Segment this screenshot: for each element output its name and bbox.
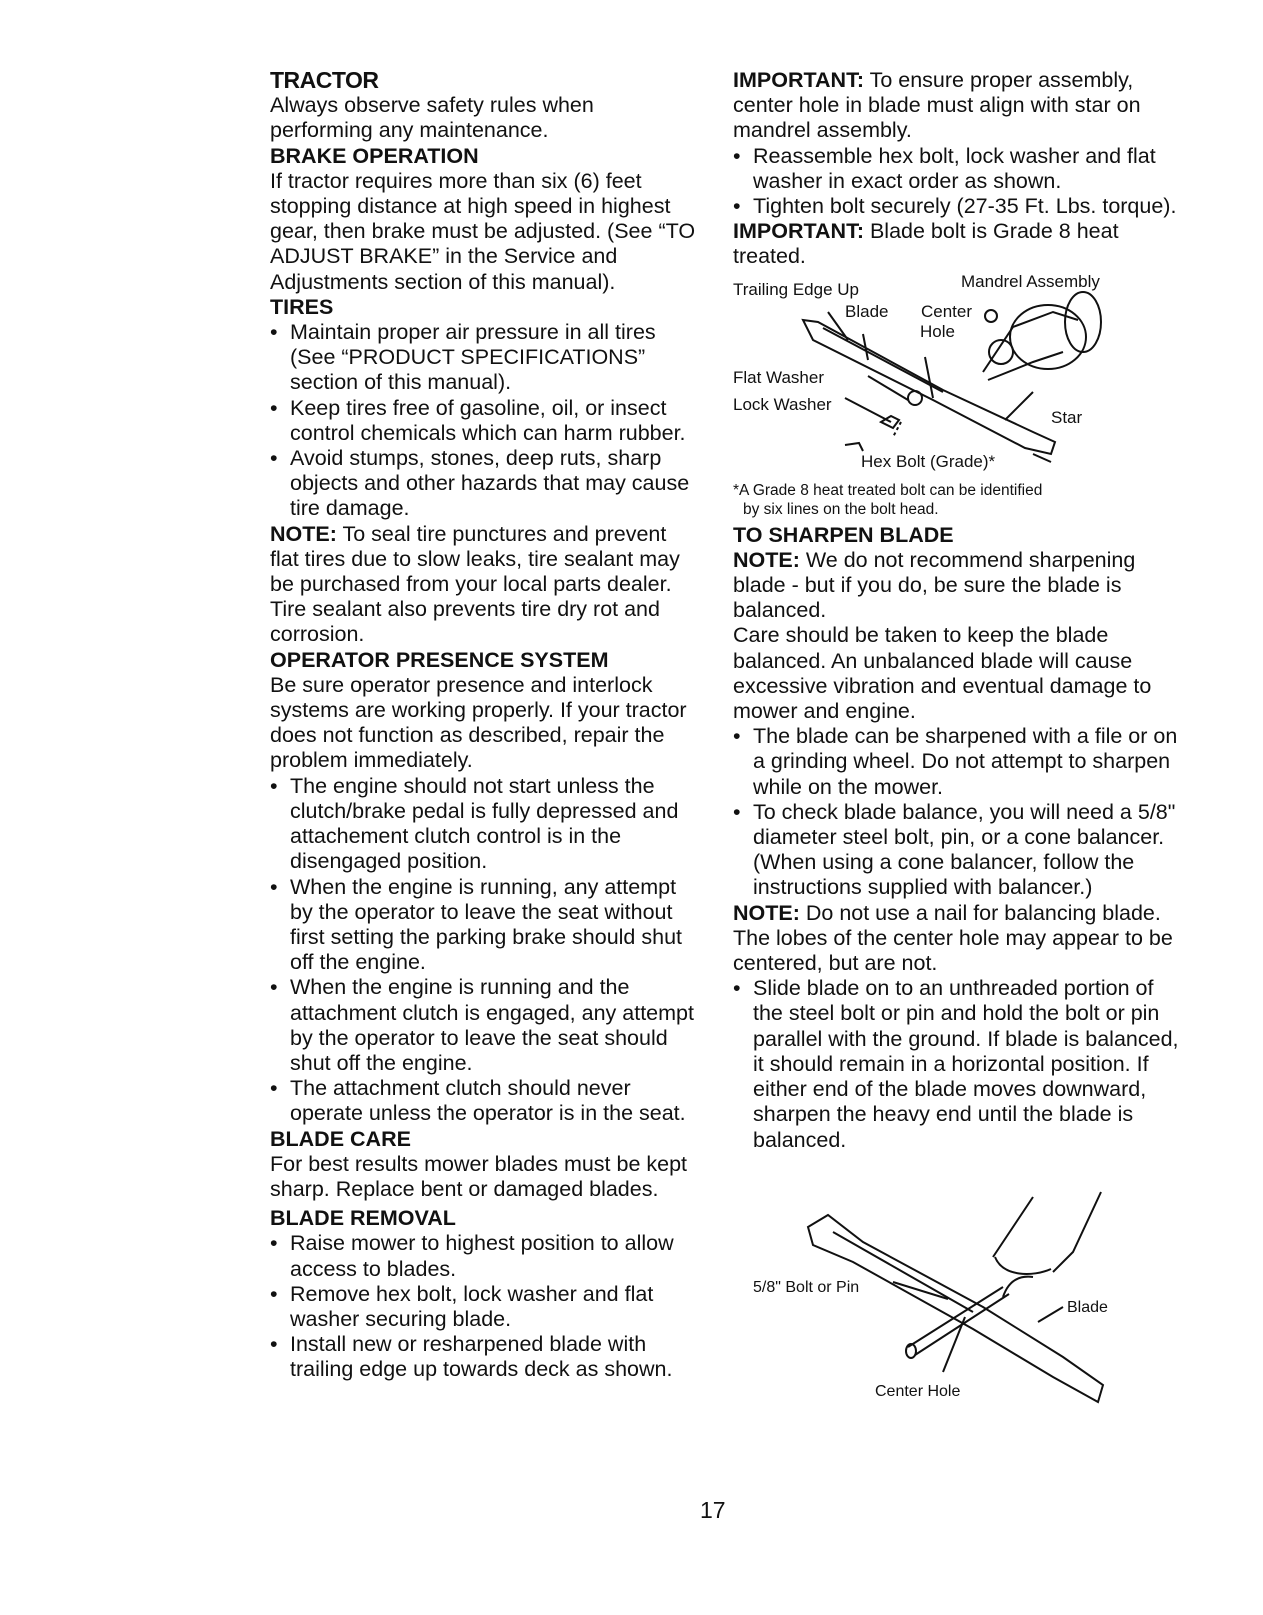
list-item: • The blade can be sharpened with a file or on a grinding wheel. Do not attempt to sharpen while on the mower. [733, 724, 1188, 800]
blade-label: Blade [1067, 1298, 1108, 1316]
blade-assembly-figure [733, 272, 1153, 477]
list-item: • Tighten bolt securely (27-35 Ft. Lbs. torque). [733, 194, 1188, 219]
note-text: We do not recommend sharpening blade - but if you do, be sure the blade is balanced. [733, 547, 1136, 623]
list-item: • The attachment clutch should never operate unless the operator is in the seat. [270, 1076, 700, 1126]
note-1 [733, 548, 1188, 624]
ops-list [270, 774, 700, 1127]
blade-label: Blade [845, 301, 889, 321]
important-note-1 [733, 68, 1188, 144]
assembly-list [733, 144, 1188, 220]
note-label: NOTE: [733, 900, 800, 925]
tractor-text: Always observe safety rules when performing any maintenance. [270, 93, 594, 143]
mandrel-label: Mandrel Assembly [961, 271, 1100, 291]
list-item: • The engine should not start unless the clutch/brake pedal is fully depressed and attachement clutch control is in the disengaged position. [270, 774, 700, 875]
list-item: • When the engine is running, any attempt by the operator to leave the seat without first setting the parking brake should shut off the engine. [270, 875, 700, 976]
note-text: To seal tire punctures and prevent flat tires due to slow leaks, tire sealant may be purchased from your local parts dealer. Tire sealant also prevents tire dry rot and corrosion. [270, 521, 680, 647]
balance-list [733, 976, 1188, 1152]
trailing-edge-label: Trailing Edge Up [733, 279, 859, 299]
important-label: IMPORTANT: [733, 219, 864, 244]
list-item: • Maintain proper air pressure in all tires (See “PRODUCT SPECIFICATIONS” section of this manual). [270, 320, 700, 396]
left-column [270, 68, 700, 1383]
important-text: To ensure proper assembly, center hole in blade must align with star on mandrel assembly. [733, 68, 1141, 143]
care-text: Care should be taken to keep the blade balanced. An unbalanced blade will cause excessive vibration and eventual damage to mower and engine. [733, 623, 1152, 724]
hex-bolt-label: Hex Bolt (Grade)* [861, 451, 996, 471]
ops-text: Be sure operator presence and interlock systems are working properly. If your tractor does not function as described, repair the problem immediately. [270, 672, 687, 773]
care-text: For best results mower blades must be kept sharp. Replace bent or damaged blades. [270, 1151, 688, 1201]
important-label: IMPORTANT: [733, 68, 864, 92]
list-item: • Install new or resharpened blade with trailing edge up towards deck as shown. [270, 1332, 700, 1382]
note-label: NOTE: [733, 547, 800, 572]
important-note-2 [733, 219, 1188, 269]
center-label: Center [921, 301, 973, 321]
brake-text: If tractor requires more than six (6) feet stopping distance at high speed in highest gear, then brake must be adjusted. (See “TO ADJUST BRAKE” in the Service and Adjustments section of this manual). [270, 168, 696, 294]
center-hole-label: Center Hole [875, 1382, 961, 1400]
flat-washer-label: Flat Washer [733, 367, 825, 387]
note-2 [733, 901, 1188, 977]
list-item: • Keep tires free of gasoline, oil, or insect control chemicals which can harm rubber. [270, 396, 700, 446]
removal-heading: BLADE REMOVAL [270, 1206, 456, 1231]
list-item: • Slide blade on to an unthreaded portion of the steel bolt or pin and hold the bolt or pin parallel with the ground. If blade is balanced, it should remain in a horizontal position. If either end of the blade moves downward, sharpen the heavy end until the blade is balanced. [733, 976, 1188, 1152]
grade-footnote [733, 481, 1188, 519]
note-text: Do not use a nail for balancing blade. The lobes of the center hole may appear to be centered, but are not. [733, 900, 1173, 976]
care-heading: BLADE CARE [270, 1126, 411, 1151]
note-label: NOTE: [270, 521, 337, 546]
star-label: Star [1051, 407, 1083, 427]
tires-heading: TIRES [270, 294, 334, 319]
tires-list [270, 320, 700, 522]
list-item: • Raise mower to highest position to allow access to blades. [270, 1231, 700, 1281]
footnote-line: by six lines on the bolt head. [743, 500, 939, 518]
tire-note [270, 522, 700, 648]
bolt-label: 5/8" Bolt or Pin [753, 1278, 860, 1296]
lock-washer-label: Lock Washer [733, 394, 832, 414]
list-item: • Remove hex bolt, lock washer and flat washer securing blade. [270, 1282, 700, 1332]
ops-heading: OPERATOR PRESENCE SYSTEM [270, 647, 609, 672]
sharpen-list [733, 724, 1188, 900]
footnote-line: *A Grade 8 heat treated bolt can be identified [733, 481, 1043, 499]
balance-figure [733, 1157, 1153, 1417]
page-number: 17 [700, 1497, 726, 1523]
list-item: • Avoid stumps, stones, deep ruts, sharp objects and other hazards that may cause tire damage. [270, 446, 700, 522]
right-column [733, 68, 1188, 1417]
list-item: • To check blade balance, you will need a 5/8" diameter steel bolt, pin, or a cone balancer. (When using a cone balancer, follow the instructions supplied with balancer.) [733, 800, 1188, 901]
list-item: • When the engine is running and the attachment clutch is engaged, any attempt by the operator to leave the seat should shut off the engine. [270, 975, 700, 1076]
brake-heading: BRAKE OPERATION [270, 143, 479, 168]
sharpen-heading: TO SHARPEN BLADE [733, 522, 954, 547]
important-text: Blade bolt is Grade 8 heat treated. [733, 219, 1119, 269]
tractor-heading: TRACTOR [270, 67, 379, 93]
hole-label: Hole [920, 321, 955, 341]
list-item: • Reassemble hex bolt, lock washer and flat washer in exact order as shown. [733, 144, 1188, 194]
removal-list [270, 1231, 700, 1382]
